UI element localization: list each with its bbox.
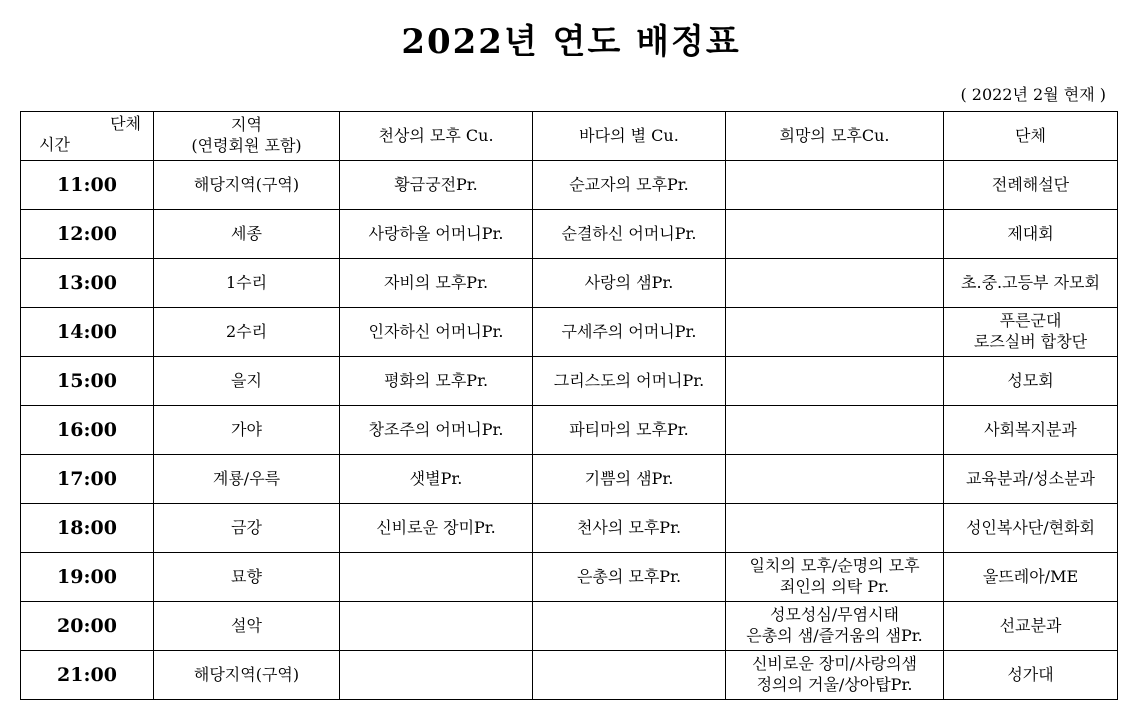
group-cell <box>944 504 1118 553</box>
group-cell <box>944 308 1118 357</box>
group-line: 푸른군대 <box>999 311 1062 331</box>
region-cell: 2수리 <box>154 308 340 357</box>
corner-time-label: 시간 <box>39 135 70 155</box>
sea-cell: 파티마의 모후Pr. <box>533 406 726 455</box>
group-line: 로즈실버 합창단 <box>973 332 1088 351</box>
table-row <box>21 455 1118 504</box>
group-cell <box>944 553 1118 602</box>
group-line: 성가대 <box>1007 664 1054 684</box>
sea-cell: 천사의 모후Pr. <box>533 504 726 553</box>
region-cell: 금강 <box>154 504 340 553</box>
table-row <box>21 259 1118 308</box>
page-title: 2022년 연도 배정표 <box>401 22 741 62</box>
group-cell <box>944 406 1118 455</box>
time-cell: 18:00 <box>21 504 154 553</box>
group-line: 성인복사단/현화회 <box>965 517 1096 537</box>
region-cell: 을지 <box>154 357 340 406</box>
hope-cell <box>726 455 944 504</box>
table-row <box>21 602 1118 651</box>
group-cell <box>944 161 1118 210</box>
hope-cell <box>726 651 944 700</box>
hope-line: 일치의 모후/순명의 모후 <box>749 556 920 576</box>
table-row <box>21 504 1118 553</box>
region-cell: 묘향 <box>154 553 340 602</box>
header-group: 단체 <box>944 112 1118 161</box>
region-cell: 세종 <box>154 210 340 259</box>
group-line: 전례해설단 <box>991 174 1070 194</box>
time-cell: 16:00 <box>21 406 154 455</box>
header-region-label: 지역 <box>231 115 262 135</box>
group-line: 사회복지분과 <box>984 419 1077 439</box>
group-cell <box>944 259 1118 308</box>
corner-group-label: 단체 <box>110 114 141 133</box>
corner-header <box>21 112 154 161</box>
table-row <box>21 553 1118 602</box>
hope-line: 신비로운 장미/사랑의샘 <box>751 654 918 674</box>
hope-line: 정의의 거울/상아탑Pr. <box>756 675 913 694</box>
header-hope: 희망의 모후Cu. <box>726 112 944 161</box>
region-cell: 가야 <box>154 406 340 455</box>
sea-cell: 기쁨의 샘Pr. <box>533 455 726 504</box>
hope-cell <box>726 406 944 455</box>
time-cell: 14:00 <box>21 308 154 357</box>
schedule-table <box>20 111 1118 700</box>
time-cell: 15:00 <box>21 357 154 406</box>
heavenly-cell <box>340 651 533 700</box>
heavenly-cell: 샛별Pr. <box>340 455 533 504</box>
heavenly-cell <box>340 602 533 651</box>
table-row <box>21 406 1118 455</box>
heavenly-cell: 황금궁전Pr. <box>340 161 533 210</box>
group-cell <box>944 651 1118 700</box>
group-line: 초.중.고등부 자모회 <box>961 272 1100 292</box>
table-row <box>21 308 1118 357</box>
table-row <box>21 651 1118 700</box>
region-cell: 1수리 <box>154 259 340 308</box>
time-cell: 19:00 <box>21 553 154 602</box>
table-row <box>21 357 1118 406</box>
heavenly-cell: 사랑하올 어머니Pr. <box>340 210 533 259</box>
region-cell: 해당지역(구역) <box>154 161 340 210</box>
hope-cell <box>726 504 944 553</box>
group-cell <box>944 602 1118 651</box>
time-cell: 17:00 <box>21 455 154 504</box>
group-line: 울뜨레아/ME <box>982 566 1079 586</box>
group-cell <box>944 210 1118 259</box>
time-cell: 12:00 <box>21 210 154 259</box>
region-cell: 설악 <box>154 602 340 651</box>
as-of-date: ( 2022년 2월 현재 ) <box>960 85 1106 104</box>
sea-cell: 순교자의 모후Pr. <box>533 161 726 210</box>
time-cell: 20:00 <box>21 602 154 651</box>
sea-cell: 은총의 모후Pr. <box>533 553 726 602</box>
schedule-body <box>21 161 1118 700</box>
group-line: 선교분과 <box>999 615 1062 635</box>
time-cell: 11:00 <box>21 161 154 210</box>
header-region-sub: (연령회원 포함) <box>191 136 302 155</box>
hope-cell <box>726 357 944 406</box>
group-line: 제대회 <box>1007 223 1054 243</box>
sea-cell: 구세주의 어머니Pr. <box>533 308 726 357</box>
table-row <box>21 161 1118 210</box>
heavenly-cell: 창조주의 어머니Pr. <box>340 406 533 455</box>
hope-cell <box>726 210 944 259</box>
time-cell: 21:00 <box>21 651 154 700</box>
group-line: 교육분과/성소분과 <box>965 468 1096 488</box>
sea-cell <box>533 602 726 651</box>
sea-cell: 사랑의 샘Pr. <box>533 259 726 308</box>
header-heavenly: 천상의 모후 Cu. <box>340 112 533 161</box>
sea-cell: 순결하신 어머니Pr. <box>533 210 726 259</box>
group-cell <box>944 455 1118 504</box>
header-sea: 바다의 별 Cu. <box>533 112 726 161</box>
heavenly-cell: 인자하신 어머니Pr. <box>340 308 533 357</box>
hope-line: 성모성심/무염시태 <box>769 605 900 625</box>
sea-cell <box>533 651 726 700</box>
region-cell: 해당지역(구역) <box>154 651 340 700</box>
hope-line: 죄인의 의탁 Pr. <box>779 577 890 596</box>
heavenly-cell: 평화의 모후Pr. <box>340 357 533 406</box>
heavenly-cell: 자비의 모후Pr. <box>340 259 533 308</box>
group-cell <box>944 357 1118 406</box>
table-row <box>21 210 1118 259</box>
header-row <box>21 112 1118 161</box>
time-cell: 13:00 <box>21 259 154 308</box>
hope-cell <box>726 553 944 602</box>
hope-cell <box>726 259 944 308</box>
group-line: 성모회 <box>1007 370 1054 390</box>
sea-cell: 그리스도의 어머니Pr. <box>533 357 726 406</box>
hope-cell <box>726 161 944 210</box>
heavenly-cell <box>340 553 533 602</box>
heavenly-cell: 신비로운 장미Pr. <box>340 504 533 553</box>
region-cell: 계룡/우륵 <box>154 455 340 504</box>
hope-cell <box>726 602 944 651</box>
hope-line: 은총의 샘/즐거움의 샘Pr. <box>746 626 923 645</box>
hope-cell <box>726 308 944 357</box>
header-region <box>154 112 340 161</box>
